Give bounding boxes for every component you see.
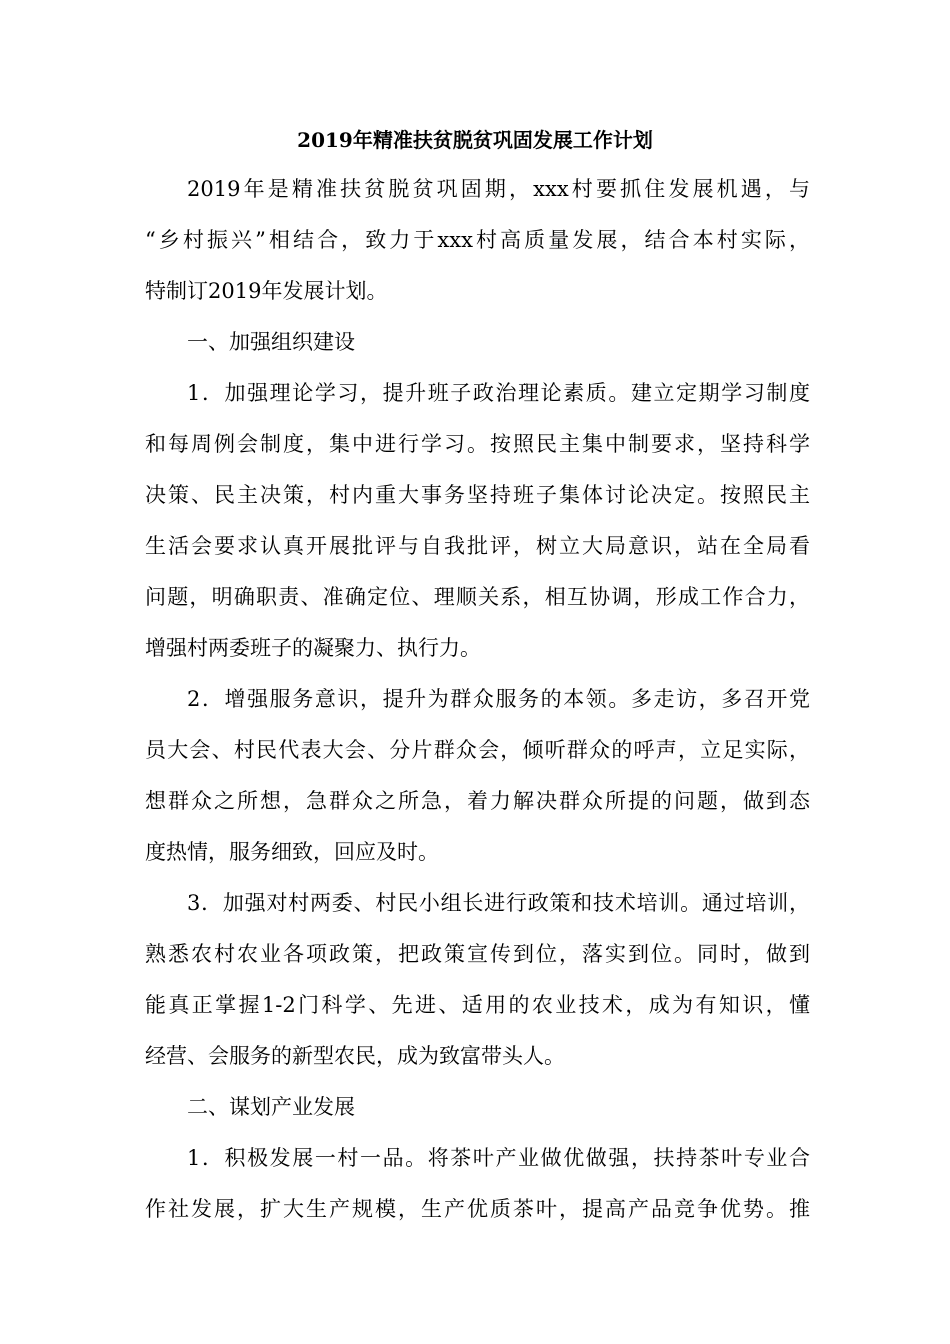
- paragraph-line: 想群众之所想，急群众之所急，着力解决群众所提的问题，做到态: [145, 789, 810, 813]
- section-heading: 二、谋划产业发展: [187, 1095, 355, 1119]
- paragraph-line: 2019年是精准扶贫脱贫巩固期，xxx村要抓住发展机遇，与: [187, 177, 810, 201]
- paragraph-line: 熟悉农村农业各项政策，把政策宣传到位，落实到位。同时，做到: [145, 942, 810, 966]
- paragraph-line: 员大会、村民代表大会、分片群众会，倾听群众的呼声，立足实际，: [145, 738, 810, 762]
- paragraph-line: 3．加强对村两委、村民小组长进行政策和技术培训。通过培训，: [187, 891, 810, 915]
- paragraph-line: 度热情，服务细致，回应及时。: [145, 840, 439, 864]
- paragraph-line: 1．积极发展一村一品。将茶叶产业做优做强，扶持茶叶专业合: [187, 1146, 810, 1170]
- paragraph-line: 作社发展，扩大生产规模，生产优质茶叶，提高产品竞争优势。推: [145, 1197, 810, 1221]
- paragraph-line: 问题，明确职责、准确定位、理顺关系，相互协调，形成工作合力，: [145, 585, 810, 609]
- paragraph-line: 决策、民主决策，村内重大事务坚持班子集体讨论决定。按照民主: [145, 483, 810, 507]
- paragraph-line: 特制订2019年发展计划。: [145, 279, 388, 303]
- document-title: 2019年精准扶贫脱贫巩固发展工作计划: [297, 128, 653, 152]
- paragraph-line: 生活会要求认真开展批评与自我批评，树立大局意识，站在全局看: [145, 534, 810, 558]
- section-heading: 一、加强组织建设: [187, 330, 355, 354]
- paragraph-line: 能真正掌握1-2门科学、先进、适用的农业技术，成为有知识，懂: [145, 993, 810, 1017]
- paragraph-line: “乡村振兴”相结合，致力于xxx村高质量发展，结合本村实际，: [145, 228, 810, 252]
- paragraph-line: 增强村两委班子的凝聚力、执行力。: [145, 636, 481, 660]
- paragraph-line: 经营、会服务的新型农民，成为致富带头人。: [145, 1044, 565, 1068]
- paragraph-line: 1．加强理论学习，提升班子政治理论素质。建立定期学习制度: [187, 381, 810, 405]
- paragraph-line: 和每周例会制度，集中进行学习。按照民主集中制要求，坚持科学: [145, 432, 810, 456]
- paragraph-line: 2．增强服务意识，提升为群众服务的本领。多走访，多召开党: [187, 687, 810, 711]
